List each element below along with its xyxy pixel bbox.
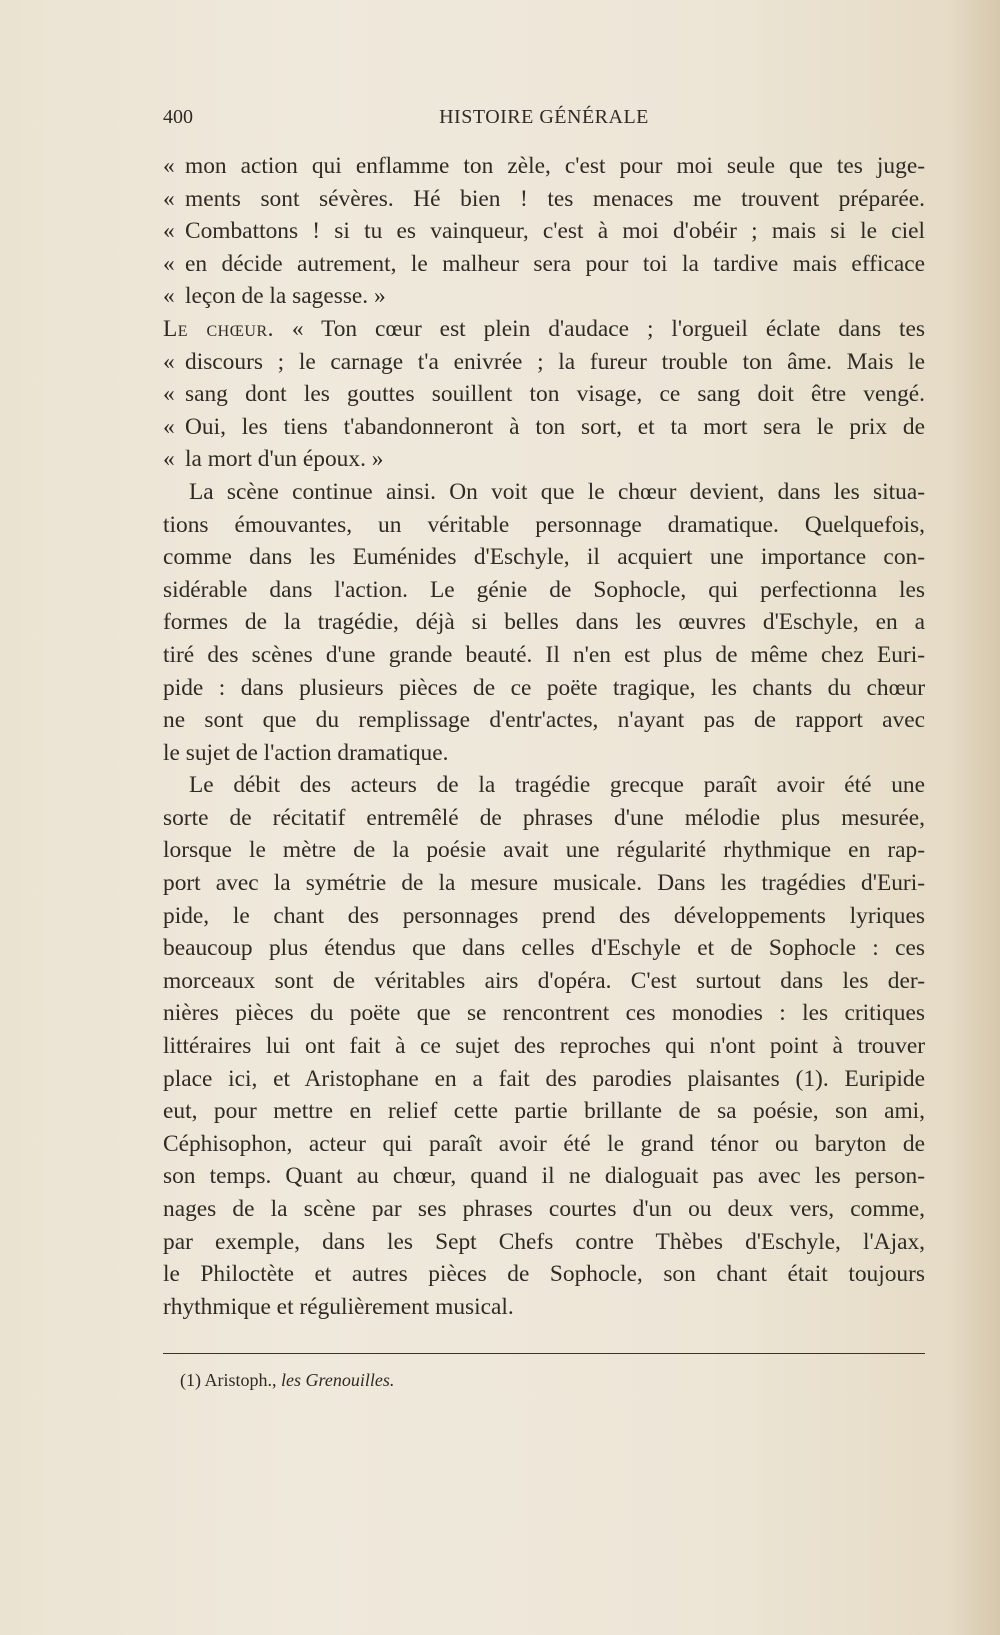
- line-text: La scène continue ainsi. On voit que le chœur devient, dans les situa-: [189, 478, 925, 505]
- text-line: [163, 606, 925, 639]
- text-line: [163, 541, 925, 574]
- quote-mark: «: [163, 348, 175, 375]
- line-text: Céphisophon, acteur qui paraît avoir été le grand ténor ou baryton de: [163, 1130, 925, 1157]
- text-line: [163, 1095, 925, 1128]
- text-line: [163, 411, 925, 444]
- line-text: Oui, les tiens t'abandonneront à ton sort, et ta mort sera le prix de: [185, 413, 925, 440]
- text-line: [163, 509, 925, 542]
- line-text: pide : dans plusieurs pièces de ce poëte tragique, les chants du chœur: [163, 674, 925, 701]
- line-text: son temps. Quant au chœur, quand il ne dialoguait pas avec les person-: [163, 1163, 925, 1190]
- body-text: [163, 150, 925, 1323]
- footnote: [180, 1370, 394, 1391]
- quote-mark: «: [163, 250, 175, 277]
- text-line: [163, 476, 925, 509]
- line-text: pide, le chant des personnages prend des développements lyriques: [163, 902, 925, 929]
- line-text: « Ton cœur est plein d'audace ; l'orgueil éclate dans tes: [291, 315, 926, 342]
- footnote-author: Aristoph.,: [204, 1370, 277, 1390]
- quote-mark: «: [163, 153, 175, 179]
- text-line: [163, 150, 925, 183]
- text-line: [163, 215, 925, 248]
- line-text: formes de la tragédie, déjà si belles dans les œuvres d'Eschyle, en a: [163, 609, 925, 636]
- text-line: [163, 932, 925, 965]
- line-text: Combattons ! si tu es vainqueur, c'est à moi d'obéir ; mais si le ciel: [185, 218, 925, 245]
- line-text: en décide autrement, le malheur sera pour toi la tardive mais efficace: [185, 250, 925, 277]
- text-line: [163, 574, 925, 607]
- line-text: sidérable dans l'action. Le génie de Sophocle, qui perfectionna les: [163, 576, 925, 603]
- text-line: [163, 1063, 925, 1096]
- line-text: ments sont sévères. Hé bien ! tes menaces me trouvent préparée.: [185, 185, 925, 212]
- quote-mark: «: [163, 446, 175, 473]
- text-line: [163, 802, 925, 835]
- speaker-label: Le chœur.: [163, 315, 274, 342]
- text-line: [163, 280, 925, 313]
- text-line: [163, 1160, 925, 1193]
- text-line: [163, 704, 925, 737]
- text-line: [163, 1128, 925, 1161]
- line-text: tions émouvantes, un véritable personnage dramatique. Quelquefois,: [163, 511, 925, 538]
- text-line: [163, 183, 925, 216]
- footnote-divider: [163, 1353, 925, 1354]
- line-text: port avec la symétrie de la mesure musicale. Dans les tragédies d'Euri-: [163, 870, 925, 897]
- line-text: mon action qui enflamme ton zèle, c'est pour moi seule que tes juge-: [185, 153, 925, 179]
- page-number: 400: [163, 106, 193, 128]
- line-text: lorsque le mètre de la poésie avait une régularité rhythmique en rap-: [163, 837, 925, 864]
- text-line: [163, 1291, 925, 1324]
- text-line: [163, 900, 925, 933]
- line-text: beaucoup plus étendus que dans celles d'Eschyle et de Sophocle : ces: [163, 935, 925, 962]
- page-edge-shadow: [950, 0, 1000, 1635]
- text-line: [163, 443, 925, 476]
- text-line: [163, 1193, 925, 1226]
- text-line: [163, 834, 925, 867]
- line-text: nières pièces du poëte que se rencontrent ces monodies : les critiques: [163, 1000, 925, 1027]
- quote-mark: «: [163, 283, 175, 310]
- quote-mark: «: [163, 218, 175, 245]
- text-line: [163, 1226, 925, 1259]
- line-text: eut, pour mettre en relief cette partie brillante de sa poésie, son ami,: [163, 1098, 925, 1125]
- quote-mark: «: [163, 413, 175, 440]
- text-line: [163, 346, 925, 379]
- text-line: [163, 378, 925, 411]
- line-text: rhythmique et régulièrement musical.: [163, 1293, 514, 1320]
- text-line: [163, 769, 925, 802]
- running-title: HISTOIRE GÉNÉRALE: [439, 106, 649, 128]
- line-text: morceaux sont de véritables airs d'opéra. C'est surtout dans les der-: [163, 967, 925, 994]
- line-text: sorte de récitatif entremêlé de phrases d'une mélodie plus mesurée,: [163, 804, 925, 831]
- line-text: le sujet de l'action dramatique.: [163, 739, 449, 766]
- text-line: [163, 965, 925, 998]
- line-text: place ici, et Aristophane en a fait des parodies plaisantes (1). Euripide: [163, 1065, 925, 1092]
- line-text: la mort d'un époux. »: [185, 446, 384, 473]
- quote-mark: «: [163, 185, 175, 212]
- line-text: nages de la scène par ses phrases courtes d'un ou deux vers, comme,: [163, 1196, 925, 1222]
- line-text: leçon de la sagesse. »: [185, 283, 386, 310]
- text-line: [163, 313, 925, 346]
- quote-mark: «: [163, 381, 175, 408]
- line-text: Le débit des acteurs de la tragédie grecque paraît avoir été une: [189, 772, 925, 799]
- text-line: [163, 672, 925, 705]
- text-line: [163, 248, 925, 281]
- text-line: [163, 1258, 925, 1291]
- text-line: [163, 1030, 925, 1063]
- line-text: ne sont que du remplissage d'entr'actes, n'ayant pas de rapport avec: [163, 707, 925, 734]
- line-text: discours ; le carnage t'a enivrée ; la fureur trouble ton âme. Mais le: [185, 348, 925, 375]
- page-header: [163, 106, 925, 136]
- line-text: sang dont les gouttes souillent ton visage, ce sang doit être vengé.: [185, 381, 925, 408]
- text-line: [163, 639, 925, 672]
- line-text: littéraires lui ont fait à ce sujet des reproches qui n'ont point à trouver: [163, 1033, 925, 1060]
- footnote-title: les Grenouilles.: [281, 1370, 395, 1390]
- line-text: par exemple, dans les Sept Chefs contre Thèbes d'Eschyle, l'Ajax,: [163, 1228, 925, 1255]
- text-line: [163, 867, 925, 900]
- footnote-marker: (1): [180, 1370, 201, 1390]
- line-text: comme dans les Euménides d'Eschyle, il acquiert une importance con-: [163, 544, 925, 571]
- line-text: tiré des scènes d'une grande beauté. Il n'en est plus de même chez Euri-: [163, 641, 925, 668]
- line-text: le Philoctète et autres pièces de Sophocle, son chant était toujours: [163, 1261, 925, 1288]
- text-line: [163, 737, 925, 770]
- text-line: [163, 997, 925, 1030]
